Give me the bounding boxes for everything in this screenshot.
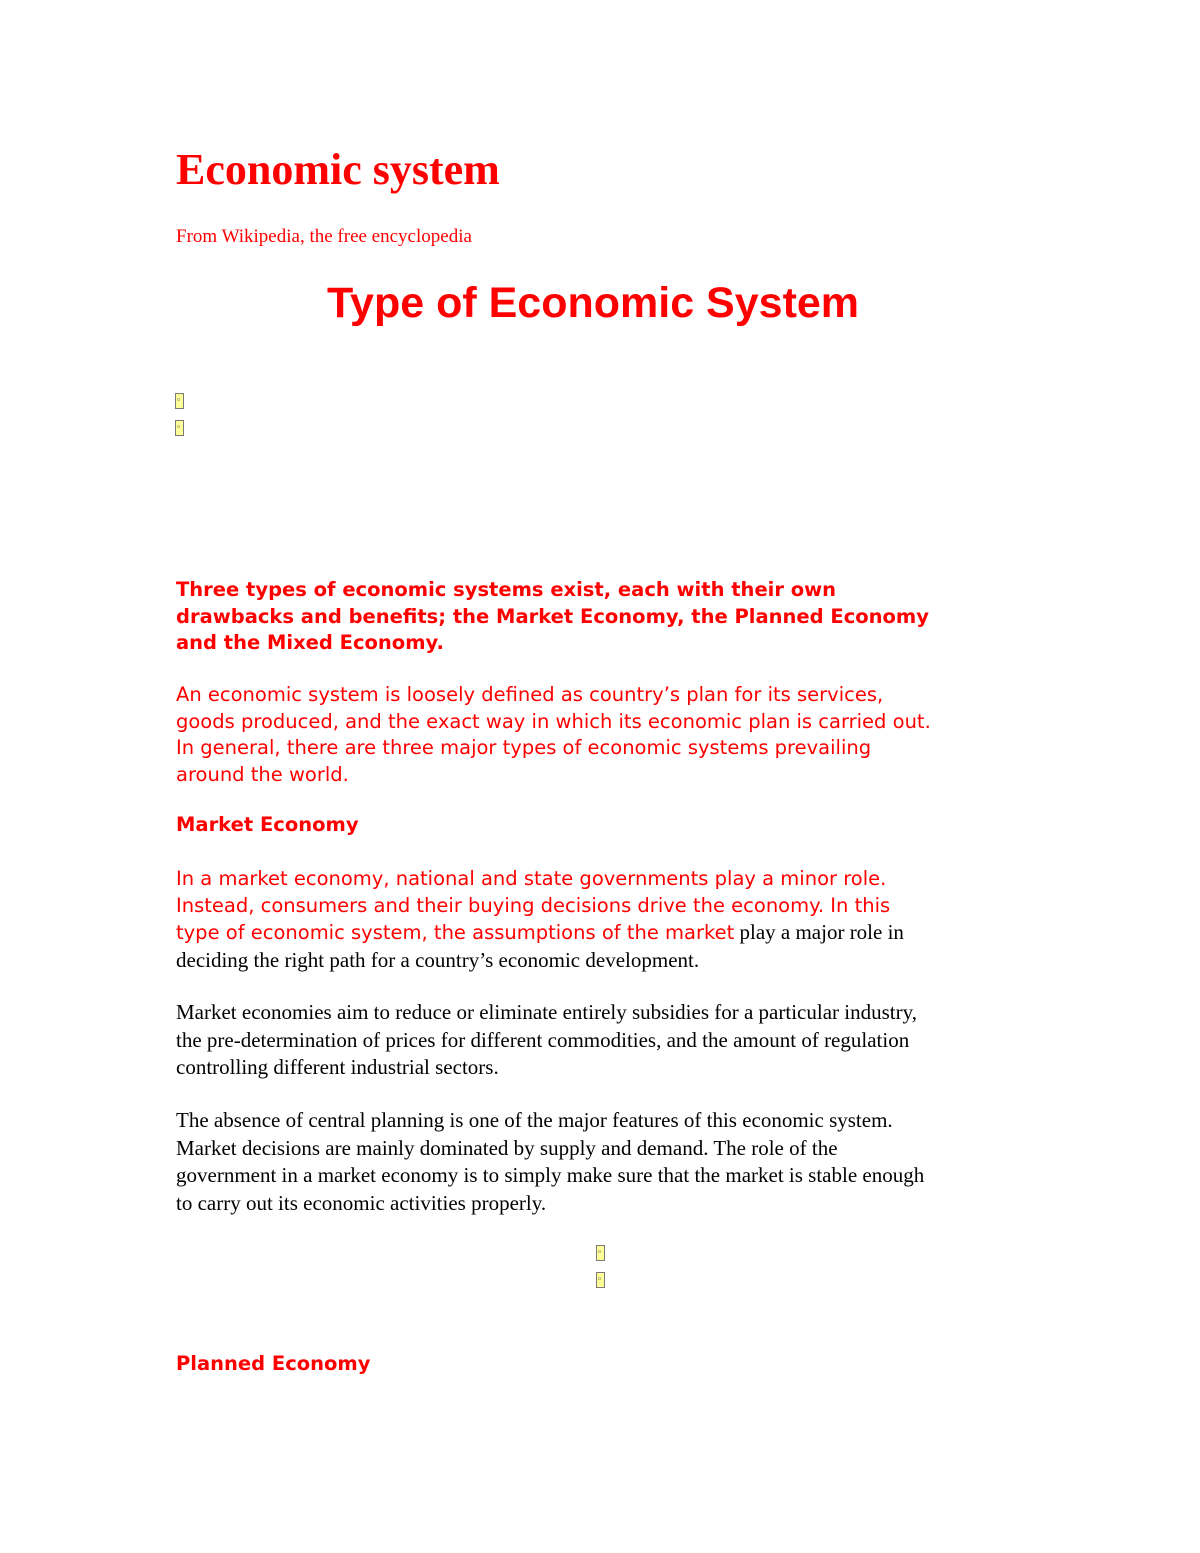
market-line-red-part: type of economic system, the assumptions of the market — [176, 921, 735, 944]
image-placeholder-icon: ◦ — [175, 420, 184, 436]
definition-paragraph — [176, 682, 931, 788]
market-line: to carry out its economic activities properly. — [176, 1190, 547, 1215]
page-title: Economic system — [176, 145, 500, 194]
definition-line: In general, there are three major types of economic systems prevailing — [176, 736, 872, 759]
market-paragraph-1 — [176, 866, 904, 974]
market-line: government in a market economy is to simply make sure that the market is stable enough — [176, 1163, 925, 1187]
market-line: Market decisions are mainly dominated by supply and demand. The role of the — [176, 1135, 838, 1160]
planned-economy-heading: Planned Economy — [176, 1352, 371, 1375]
market-paragraph-2 — [176, 999, 917, 1082]
intro-paragraph — [176, 577, 929, 657]
image-placeholder-icon: ◦ — [596, 1245, 605, 1261]
market-paragraph-3 — [176, 1107, 924, 1217]
market-line: In a market economy, national and state governments play a minor role. — [176, 867, 887, 890]
market-line: deciding the right path for a country’s economic development. — [176, 947, 700, 972]
page-subtitle: From Wikipedia, the free encyclopedia — [176, 226, 472, 247]
market-line: The absence of central planning is one of the major features of this economic system. — [176, 1108, 893, 1132]
image-placeholder-icon: ◦ — [596, 1272, 605, 1288]
market-economy-heading: Market Economy — [176, 813, 359, 836]
definition-line: around the world. — [176, 762, 349, 786]
section-heading-type: Type of Economic System — [326, 279, 860, 327]
market-line: controlling different industrial sectors. — [176, 1055, 499, 1079]
definition-line: An economic system is loosely defined as country’s plan for its services, — [176, 683, 884, 706]
market-line: Instead, consumers and their buying decisions drive the economy. In this — [176, 893, 891, 917]
market-line-mixed — [176, 919, 904, 946]
image-placeholder-icon: ◦ — [175, 393, 184, 409]
intro-line: drawbacks and benefits; the Market Economy, the Planned Economy — [176, 604, 929, 628]
market-line: the pre-determination of prices for different commodities, and the amount of regulation — [176, 1027, 910, 1052]
market-line: Market economies aim to reduce or eliminate entirely subsidies for a particular industry, — [176, 1000, 917, 1024]
definition-line: goods produced, and the exact way in which its economic plan is carried out. — [176, 709, 931, 733]
intro-line: and the Mixed Economy. — [176, 631, 444, 654]
market-line-black-part: play a major role in — [734, 920, 904, 944]
intro-line: Three types of economic systems exist, each with their own — [176, 578, 837, 601]
